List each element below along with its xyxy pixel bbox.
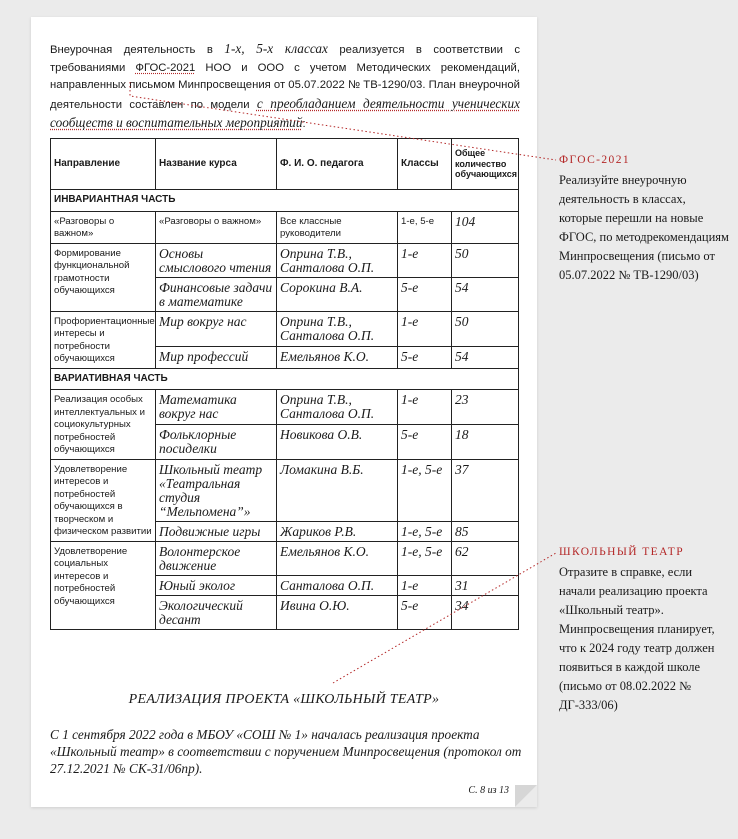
teacher-cell: Оприна Т.В., Санталова О.П. [277,390,398,425]
course-cell: «Разговоры о важном» [156,211,277,243]
fgos-leader-line [130,82,556,160]
theatre-note-title: ШКОЛЬНЫЙ ТЕАТР [559,546,684,558]
count-cell: 54 [452,347,519,368]
count-cell: 34 [452,595,519,629]
classes-cell: 5-е [398,277,452,311]
count-cell: 37 [452,459,519,521]
teacher-cell: Жариков Р.В. [277,521,398,541]
classes-cell: 1-е, 5-е [398,541,452,575]
intro-text: Внеурочная деятельность в [50,44,225,56]
classes-cell: 1-е [398,390,452,425]
teacher-cell: Емельянов К.О. [277,347,398,368]
direction-cell: Формирование функциональной грамотности обучающихся [51,243,156,311]
col-header-students: Общее количество обучающихся [452,139,519,190]
section-invariant: ИНВАРИАНТНАЯ ЧАСТЬ [51,190,519,212]
theatre-note-text: Отразите в справке, если начали реализацию проекта «Школьный театр». Минпросвещения планирует, что к 2024 году театр должен появиться в каждой школе (письмо от 08.02.2022 № ДГ-333/06) [559,565,715,712]
course-cell: Школьный театр «Театральная студия “Мельпомена”» [156,459,277,521]
teacher-cell: Новикова О.В. [277,424,398,459]
course-cell: Финансовые задачи в математике [156,277,277,311]
col-header-course: Название курса [156,139,277,190]
course-cell: Математика вокруг нас [156,390,277,425]
section-heading: РЕАЛИЗАЦИЯ ПРОЕКТА «ШКОЛЬНЫЙ ТЕАТР» [128,692,440,707]
course-cell: Подвижные игры [156,521,277,541]
count-cell: 50 [452,311,519,347]
classes-cell: 1-е, 5-е [398,521,452,541]
classes-cell: 1-е, 5-е [398,459,452,521]
classes-cell: 5-е [398,347,452,368]
theatre-leader-line [333,553,556,683]
course-cell: Юный эколог [156,575,277,595]
count-cell: 104 [452,211,519,243]
teacher-cell: Оприна Т.В., Санталова О.П. [277,311,398,347]
course-cell: Мир вокруг нас [156,311,277,347]
classes-cell: 5-е [398,595,452,629]
teacher-cell: Санталова О.П. [277,575,398,595]
theatre-side-note [559,546,731,715]
intro-text: : [302,118,306,130]
page-number: С. 8 из 13 [468,785,509,796]
classes-cell: 1-е [398,311,452,347]
col-header-teacher: Ф. И. О. педагога [277,139,398,190]
col-header-direction: Направление [51,139,156,190]
teacher-cell: Ломакина В.Б. [277,459,398,521]
direction-cell: Реализация особых интеллектуальных и социокультурных потребностей обучающихся [51,390,156,460]
count-cell: 18 [452,424,519,459]
course-cell: Мир профессий [156,347,277,368]
count-cell: 23 [452,390,519,425]
teacher-cell: Все классные руководители [277,211,398,243]
col-header-classes: Классы [398,139,452,190]
direction-cell: Удовлетворение социальных интересов и потребностей обучающихся [51,541,156,629]
fgos-note-title: ФГОС-2021 [559,154,630,166]
teacher-cell: Оприна Т.В., Санталова О.П. [277,243,398,277]
classes-cell: 1-е [398,243,452,277]
intro-text: НОО и ООО с учетом Методических рекомендаций, направленных письмом Минпросвещения от 05.07.2022 № ТВ-1290/03. План внеурочной деятельности составлен по модели [50,61,521,111]
classes-cell: 1-е, 5-е [398,211,452,243]
closing-paragraph: С 1 сентября 2022 года в МБОУ «СОШ № 1» началась реализация проекта «Школьный театр» в соответствии с поручением Минпросвещения (протокол от 27.12.2021 № СК-31/06пр). [50,727,522,776]
direction-cell: «Разговоры о важном» [51,211,156,243]
classes-cell: 1-е [398,575,452,595]
course-cell: Волонтерское движение [156,541,277,575]
teacher-cell: Сорокина В.А. [277,277,398,311]
course-cell: Основы смыслового чтения [156,243,277,277]
teacher-cell: Ивина О.Ю. [277,595,398,629]
course-cell: Экологический десант [156,595,277,629]
direction-cell: Удовлетворение интересов и потребностей обучающихся в творческом и физическом развитии [51,459,156,541]
plan-model: с преобладанием деятельности ученических сообществ и воспитательных мероприятий [50,95,520,130]
count-cell: 50 [452,243,519,277]
fgos-reference: ФГОС-2021 [135,61,196,74]
teacher-cell: Емельянов К.О. [277,541,398,575]
count-cell: 62 [452,541,519,575]
classes-cell: 5-е [398,424,452,459]
fgos-side-note [559,154,731,285]
intro-classes: 1-х, 5-х классах [224,41,328,56]
count-cell: 54 [452,277,519,311]
direction-cell: Профориентационные интересы и потребности обучающихся [51,311,156,368]
section-variative: ВАРИАТИВНАЯ ЧАСТЬ [51,368,519,390]
course-cell: Фольклорные посиделки [156,424,277,459]
fgos-note-text: Реализуйте внеурочную деятельность в классах, которые перешли на новые ФГОС, по методрекомендациям Минпросвещения (письмо от 05.07.2022 № ТВ-1290/03) [559,173,729,282]
count-cell: 85 [452,521,519,541]
intro-text: реализуется в соответствии с требованиями [50,44,520,74]
count-cell: 31 [452,575,519,595]
